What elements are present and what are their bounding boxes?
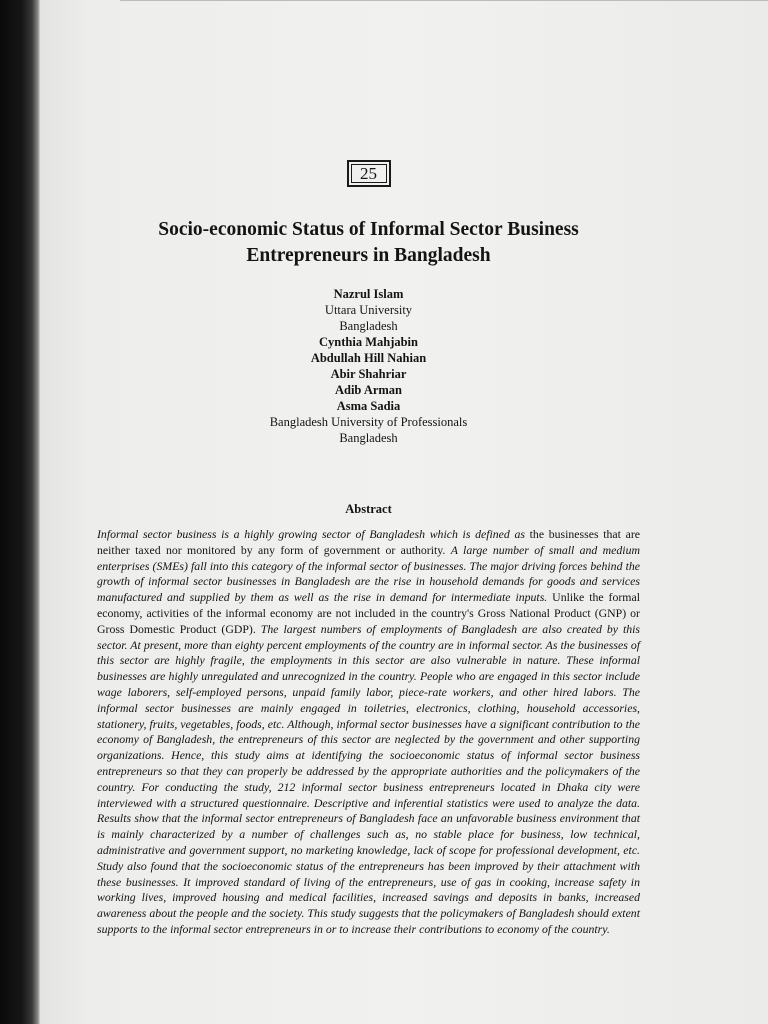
title-line-1: Socio-economic Status of Informal Sector Business xyxy=(158,219,579,240)
author-name: Abir Shahriar xyxy=(330,367,407,381)
paper-title xyxy=(97,217,640,269)
abstract-text-run: Unlike the formal economy, activities of the informal economy are not included in the country's Gross National Product (GNP) or Gross Domestic Product (GDP). xyxy=(97,590,640,636)
book-binding-shadow xyxy=(0,0,40,1024)
abstract-body xyxy=(97,527,640,938)
author-name: Asma Sadia xyxy=(336,399,401,413)
author-affiliation: Bangladesh xyxy=(339,431,398,445)
chapter-number-box xyxy=(347,160,391,187)
title-line-2: Entrepreneurs in Bangladesh xyxy=(246,245,491,266)
author-name: Nazrul Islam xyxy=(333,287,404,301)
author-affiliation: Uttara University xyxy=(324,303,413,317)
author-name: Adib Arman xyxy=(334,383,403,397)
author-block xyxy=(97,286,640,446)
page-content xyxy=(97,160,640,938)
abstract-heading: Abstract xyxy=(345,502,392,516)
author-name: Abdullah Hill Nahian xyxy=(310,351,427,365)
chapter-number: 25 xyxy=(351,164,387,183)
author-affiliation: Bangladesh xyxy=(339,319,398,333)
abstract-text-run: A large number of small and medium enterprises (SMEs) fall into this category of the informal sector of businesses. The major driving forces behind the growth of informal sector businesses in Bangladesh are the rise in household demands for goods and services manufactured and supplied by them as well as the rise in demand for intermediate inputs. xyxy=(97,542,640,605)
abstract-text-run: the businesses that are neither taxed nor monitored by any form of government or authority. xyxy=(97,527,640,557)
author-affiliation: Bangladesh University of Professionals xyxy=(269,415,468,429)
abstract-text-run: The largest numbers of employments of Bangladesh are also created by this sector. At present, more than eighty percent employments of the country are in informal sector. As the businesses of this sector are highly fragile, the employments in this sector are also vulnerable in nature. These informal businesses are highly unregulated and unrecognized in the country. People who are engaged in this sector include wage laborers, self-employed persons, unpaid family labor, piece-rate workers, and other hired labors. The informal sector businesses are mainly engaged in toiletries, electronics, clothing, household accessories, stationery, fruits, vegetables, foods, etc. Although, informal sector businesses have a significant contribution to the economy of Bangladesh, the entrepreneurs of this sector are neglected by the government and other supporting organizations. Hence, this study aims at identifying the socioeconomic status of informal sector business entrepreneurs so that they can properly be addressed by the appropriate authorities and the policymakers of the country. For conducting the study, 212 informal sector business entrepreneurs located in Dhaka city were interviewed with a structured questionnaire. Descriptive and inferential statistics were used to analyze the data. Results show that the informal sector entrepreneurs of Bangladesh face an unfavorable business environment that is mainly characterized by a number of challenges such as, no stable place for business, low technical, administrative and government support, no marketing knowledge, lack of scope for professional development, etc. Study also found that the socioeconomic status of the entrepreneurs has been improved by their attachment with these businesses. It improved standard of living of the entrepreneurs, use of gas in cooking, increase safety in working lives, improved housing and medical facilities, increased savings and deposits in banks, increased awareness about the people and the society. This study suggests that the policymakers of Bangladesh should extent supports to the informal sector entrepreneurs in or to increase their contributions to economy of the country. xyxy=(97,621,641,936)
author-name: Cynthia Mahjabin xyxy=(319,335,418,349)
top-edge-rule xyxy=(120,0,768,1)
abstract-text-run: Informal sector business is a highly growing sector of Bangladesh which is defined as xyxy=(97,527,530,541)
